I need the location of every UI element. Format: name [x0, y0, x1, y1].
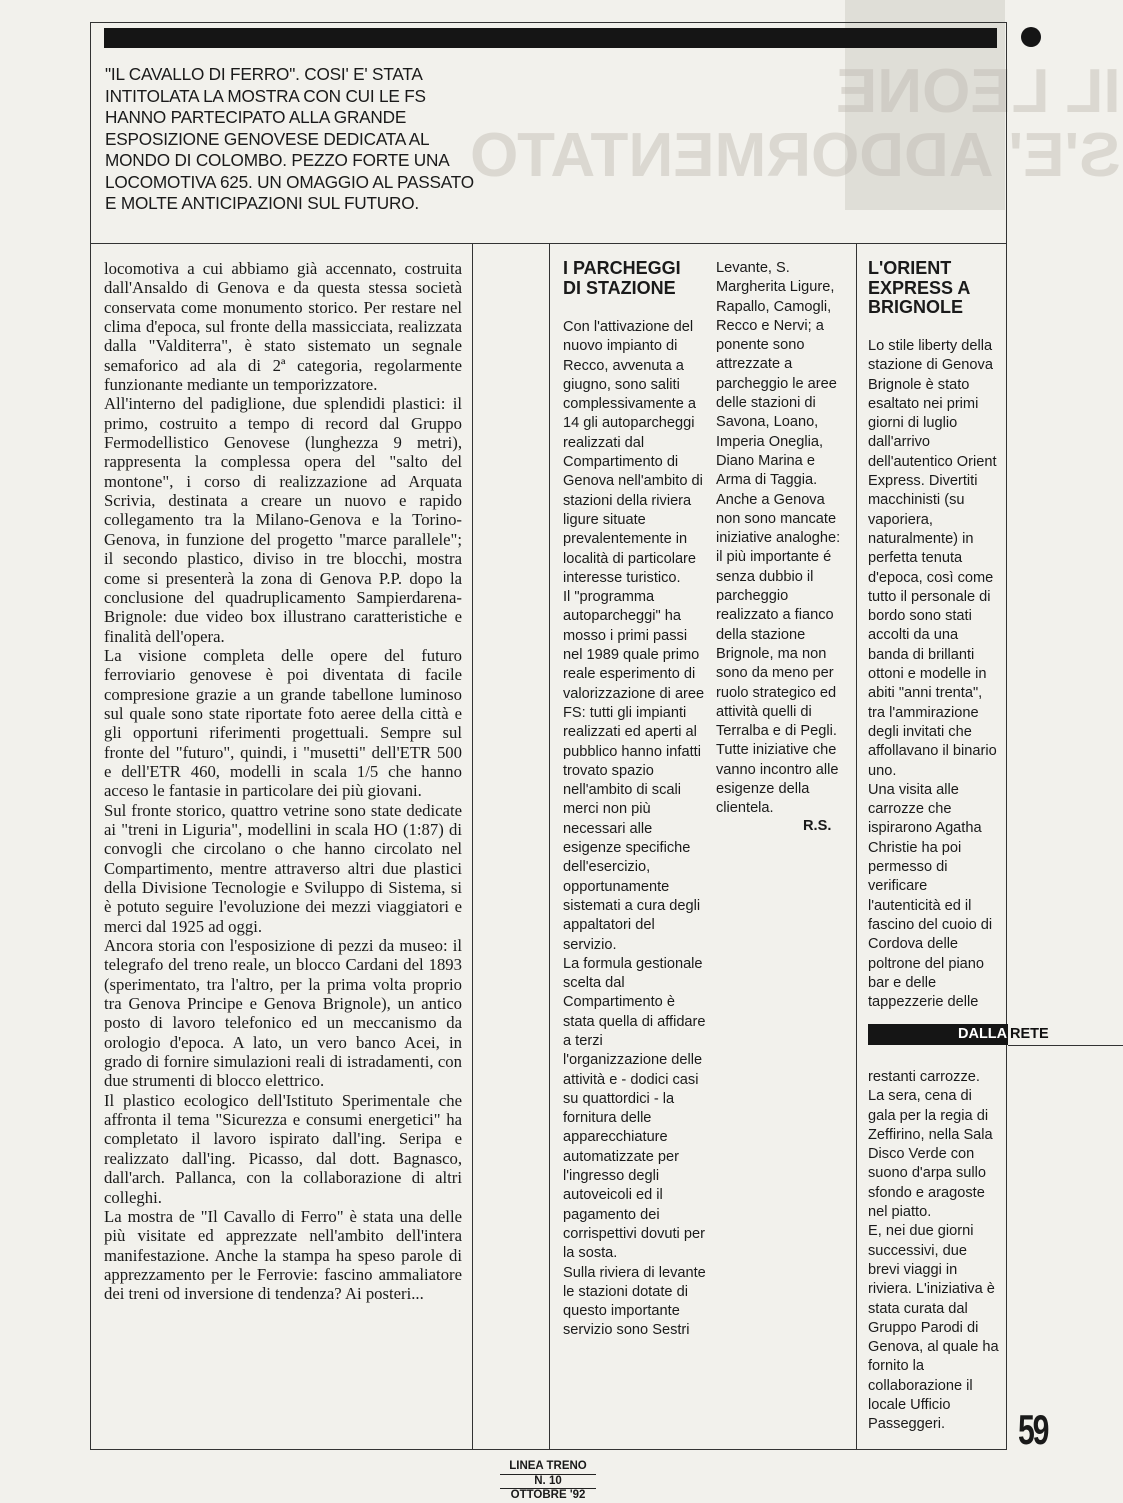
footer-magazine: LINEA TRENO [500, 1460, 596, 1475]
paragraph: Con l'attivazione del nuovo impianto di Recco, avvenuta a giugno, sono saliti complessivamente a 14 gli autoparcheggi realizzati dal Compartimento di Genova nell'ambito di stazioni della riviera ligure situate prevalentemente in località di particolare interesse turistico. [563, 319, 703, 586]
divider-col-2 [549, 243, 550, 1450]
paragraph: La visione completa delle opere del futuro ferroviario genovese è poi diventata di facile compresione grazie a un grande tabellone luminoso sul quale sono state riportate foto aeree della città e gli opportuni riferimenti progettuali. Sempre sul fronte del "futuro", quindi, i "musetti" dell'ETR 500 e dell'ETR 460, modelli in scala 1/5 che hanno acceso le fantasie in particolare dei più giovani. [104, 645, 462, 801]
footer-date: OTTOBRE '92 [510, 1489, 586, 1501]
section-tag-label-2: RETE [1010, 1026, 1049, 1042]
paragraph: Anche a Genova non sono mancate iniziative analoghe: il più importante é senza dubbio il parcheggio realizzato a fianco della stazione Brignole, ma non sono da meno per ruolo strategico ed attività quelli di Terralba e di Pegli. [716, 491, 841, 740]
paragraph: locomotiva a cui abbiamo già accennato, costruita dall'Ansaldo di Genova e da questa stessa società conservata come monumento storico. Per restare nel clima d'epoca, sul fronte della massicciata, realizzata dalla "Valditerra", è stato sistemato un segnale semaforico ad ala di 2ª categoria, regolarmente funzionante mediante un temporizzatore. [104, 259, 462, 395]
paragraph: All'interno del padiglione, due splendidi plastici: il primo, costruito a tempo di record dal Gruppo Fermodellistico Genovese (lunghezza 9 metri), rappresenta la complessa opera del "salto del montone", i corso di realizzazione ad Arquata Scrivia, destinata a creare un nuovo e rapido collegamento tra la Milano-Genova e la Torino-Genova, in funzione del progetto "marce parallele"; il secondo plastico, diviso in tre blocchi, mostra come si presenterà la zona di Genova P.P. dopo la conclusione del quadruplicamento Sampierdarena-Brignole: due video box illustrano caratteristiche e finalità dell'opera. [104, 394, 462, 646]
parcheggi-column-2 [716, 259, 846, 819]
main-article [104, 259, 462, 1304]
paragraph: Levante, S. Margherita Ligure, Rapallo, Camogli, Recco e Nervi; a ponente sono attrezzate a parcheggio le aree delle stazioni di Savona, Loano, Imperia Oneglia, Diano Marina e Arma di Taggia. [716, 260, 837, 489]
orient-title: L'ORIENT EXPRESS A BRIGNOLE [868, 258, 970, 317]
intro-caption: "IL CAVALLO DI FERRO". COSI' E' STATA INTITOLATA LA MOSTRA CON CUI LE FS HANNO PARTECIPATO ALLA GRANDE ESPOSIZIONE GENOVESE DEDICATA AL MONDO DI COLOMBO. PEZZO FORTE UNA LOCOMOTIVA 625. UN OMAGGIO AL PASSATO E MOLTE ANTICIPAZIONI SUL FUTURO. [105, 64, 474, 213]
paragraph: Sul fronte storico, quattro vetrine sono state dedicate ai "treni in Liguria", modellini in scala HO (1:87) di convogli che circolano o che hanno circolato nel Compartimento, mentre attraverso altri due plastici della Divisione Tecnologie e Sviluppo di Sistema, si è potuto seguire l'evoluzione dei mezzi viaggiatori e merci dal 1925 ad oggi. [104, 800, 462, 936]
page-number: 59 [1018, 1406, 1048, 1453]
footer-masthead [500, 1460, 596, 1503]
paragraph: La sera, cena di gala per la regia di Zeffirino, nella Sala Disco Verde con suono d'arpa sullo sfondo e aragoste nel piatto. [868, 1088, 993, 1221]
section-tag-label: DALLA [958, 1026, 1008, 1042]
divider-col-3 [856, 243, 857, 1450]
footer-issue: N. 10 [500, 1475, 596, 1490]
paragraph: E, nei due giorni successivi, due brevi viaggi in riviera. L'iniziativa è stata curata dal Gruppo Parodi di Genova, al quale ha fornito la collaborazione il locale Ufficio Passeggeri. [868, 1223, 999, 1433]
parcheggi-title: I PARCHEGGI DI STAZIONE [563, 258, 681, 298]
parcheggi-column-1 [563, 318, 708, 1341]
paragraph: Sulla riviera di levante le stazioni dotate di questo importante servizio sono Sestri [563, 1264, 706, 1339]
paragraph: La mostra de "Il Cavallo di Ferro" è stata una delle più visitate ed apprezzate nell'ambito dell'intera manifestazione. Anche la stampa ha speso parole di apprezzamento per le Ferrovie: fascino ammaliatore dei treni od inversione di tendenza? Ai posteri... [104, 1206, 462, 1304]
paragraph: La formula gestionale scelta dal Compartimento è stata quella di affidare a terzi l'organizzazione delle attività e - dodici casi su quattordici - la fornitura delle apparecchiature automatizzate per l'ingresso degli autoveicoli ed il pagamento dei corrispettivi dovuti per la sosta. [563, 955, 706, 1262]
orient-column-part1 [868, 337, 1000, 1012]
divider-col-1 [472, 243, 473, 1450]
paragraph: restanti carrozze. [868, 1069, 980, 1085]
paragraph: Ancora storia con l'esposizione di pezzi da museo: il telegrafo del treno reale, un blocco Cardani del 1893 (sperimentato, tra l'altro, per la prima volta proprio tra Genova Principe e Genova Brignole), un antico posto di lavoro telefonico ed un meccanismo da orologio d'epoca. A lato, un vero banco Acei, in grado di fornire simulazioni reali di istradamenti, con due strumenti di blocco elettrico. [104, 936, 462, 1091]
bullet-dot-icon [1021, 27, 1041, 47]
header-black-bar [104, 28, 997, 48]
author-signature: R.S. [803, 818, 832, 834]
paragraph: Lo stile liberty della stazione di Genova Brignole è stato esaltato nei primi giorni di luglio dall'arrivo dell'autentico Orient Express. Divertiti macchinisti (su vaporiera, naturalmente) in perfetta tenuta d'epoca, così come tutto il personale di bordo sono stati accolti da una banda di brillanti ottoni e modelle in abiti "anni trenta", tra l'ammirazione degli invitati che affollavano il binario uno. [868, 338, 997, 779]
paragraph: Una visita alle carrozze che ispirarono Agatha Christie ha poi permesso di verificare l'autenticità ed il fascino del cuoio di Cordova delle poltrone del piano bar e delle tappezzerie delle [868, 781, 993, 1011]
bleed-through-ghost: IL LEONE S'E' ADDORMENTATO [470, 57, 1121, 190]
orient-column-part2 [868, 1068, 1000, 1435]
paragraph: Il "programma autoparcheggi" ha mosso i primi passi nel 1989 quale primo reale esperimento di valorizzazione di aree FS: tutti gli impianti realizzati ed aperti al pubblico hanno infatti trovato spazio nell'ambito di scali merci non più necessari alle esigenze specifiche dell'esercizio, opportunamente sistemati a cura degli appaltatori del servizio. [563, 589, 705, 953]
paragraph: Il plastico ecologico dell'Istituto Sperimentale che affronta il tema "Sicurezza e consumi energetici" ha completato il lavoro ispirato dall'ing. Seripa e realizzato dall'ing. Picasso, dal dott. Bagnasco, dall'arch. Pallanca, con la collaborazione di altri colleghi. [104, 1090, 462, 1207]
paragraph: Tutte iniziative che vanno incontro alle esigenze della clientela. [716, 742, 839, 817]
section-tag-underline [1008, 1045, 1123, 1046]
